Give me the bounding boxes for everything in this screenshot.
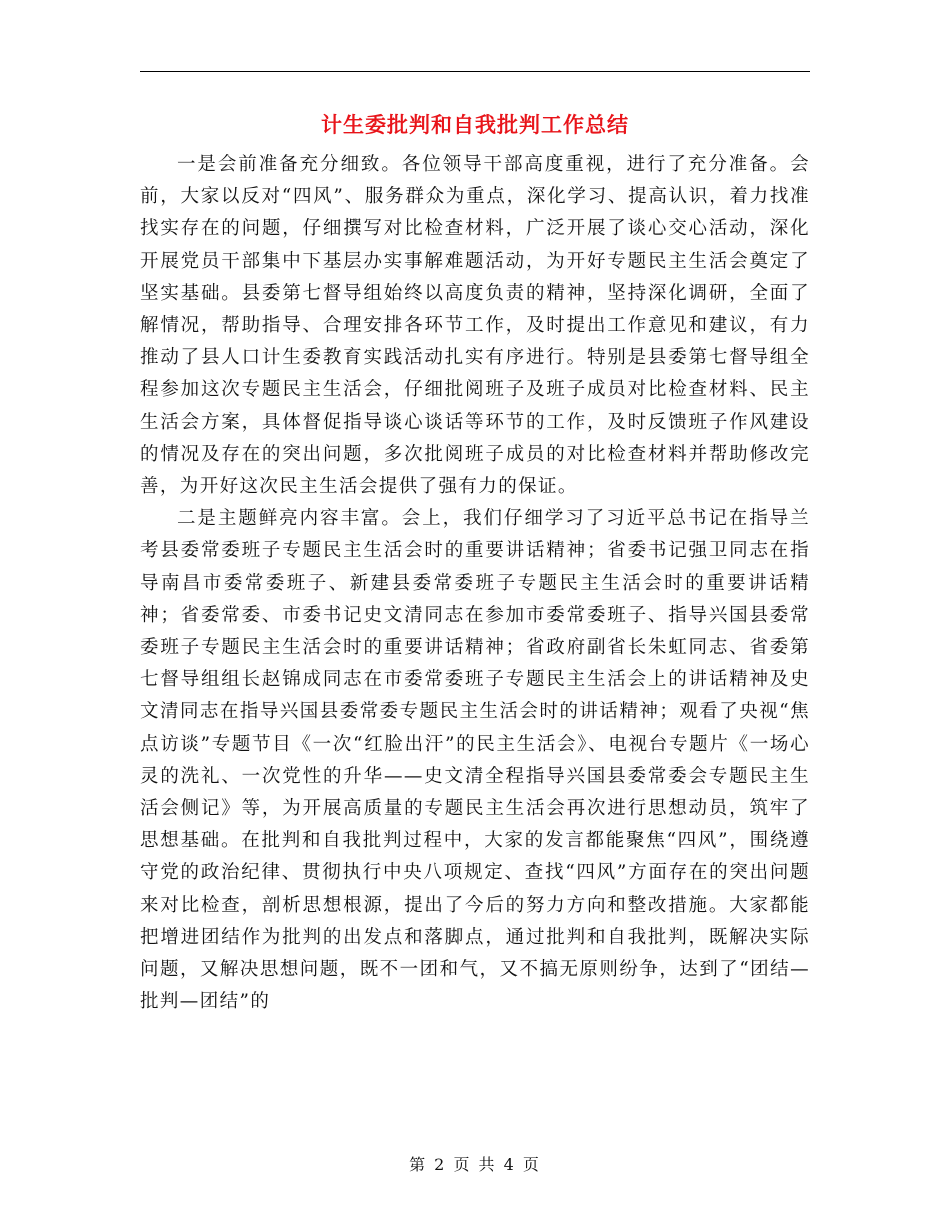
document-title: 计生委批判和自我批判工作总结 [321, 112, 629, 137]
header-rule [140, 71, 810, 72]
document-body [140, 149, 810, 1018]
paragraph-2: 二是主题鲜亮内容丰富。会上，我们仔细学习了习近平总书记在指导兰考县委常委班子专题民主生活会时的重要讲话精神；省委书记强卫同志在指导南昌市委常委班子、新建县委常委班子专题民主生活会时的重要讲话精神；省委常委、市委书记史文清同志在参加市委常委班子、指导兴国县委常委班子专题民主生活会时的重要讲话精神；省政府副省长朱虹同志、省委第七督导组组长赵锦成同志在市委常委班子专题民主生活会上的讲话精神及史文清同志在指导兴国县委常委专题民主生活会时的讲话精神；观看了央视“焦点访谈”专题节目《一次“红脸出汗”的民主生活会》、电视台专题片《一场心灵的洗礼、一次党性的升华——史文清全程指导兴国县委常委会专题民主生活会侧记》等，为开展高质量的专题民主生活会再次进行思想动员，筑牢了思想基础。在批判和自我批判过程中，大家的发言都能聚焦“四风”，围绕遵守党的政治纪律、贯彻执行中央八项规定、查找“四风”方面存在的突出问题来对比检查，剖析思想根源，提出了今后的努力方向和整改措施。大家都能把增进团结作为批判的出发点和落脚点，通过批判和自我批判，既解决实际问题，又解决思想问题，既不一团和气，又不搞无原则纷争，达到了“团结—批判—团结”的 [140, 508, 810, 1013]
page-number-footer: 第 2 页 共 4 页 [409, 1155, 541, 1174]
paragraph-1: 一是会前准备充分细致。各位领导干部高度重视，进行了充分准备。会前，大家以反对“四风”、服务群众为重点，深化学习、提高认识，着力找准找实存在的问题，仔细撰写对比检查材料，广泛开展了谈心交心活动，深化开展党员干部集中下基层办实事解难题活动，为开好专题民主生活会奠定了坚实基础。县委第七督导组始终以高度负责的精神，坚持深化调研，全面了解情况，帮助指导、合理安排各环节工作，及时提出工作意见和建议，有力推动了县人口计生委教育实践活动扎实有序进行。特别是县委第七督导组全程参加这次专题民主生活会，仔细批阅班子及班子成员对比检查材料、民主生活会方案，具体督促指导谈心谈话等环节的工作，及时反馈班子作风建设的情况及存在的突出问题，多次批阅班子成员的对比检查材料并帮助修改完善，为开好这次民主生活会提供了强有力的保证。 [140, 154, 810, 498]
